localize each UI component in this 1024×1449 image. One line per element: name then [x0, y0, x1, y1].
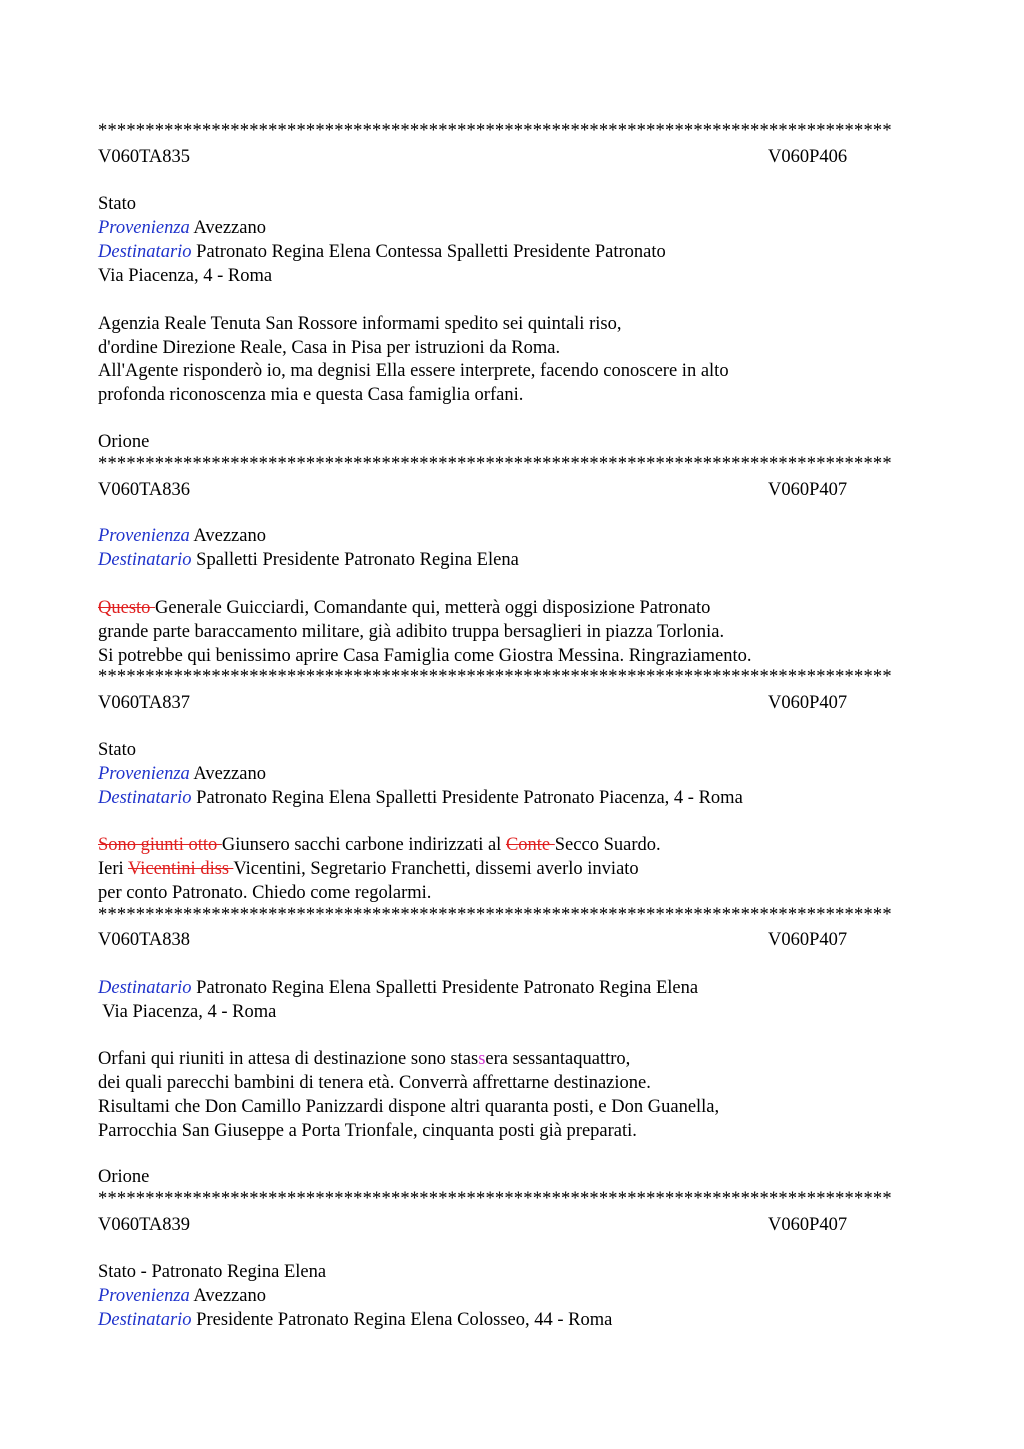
entry-id: V060TA835 [98, 147, 191, 167]
entry-page: V060P407 [768, 930, 848, 950]
entry-page: V060P407 [768, 480, 848, 500]
body-line [98, 857, 639, 881]
stato: Stato [98, 740, 137, 760]
body-line [98, 1047, 630, 1071]
destinatario-value: Presidente Patronato Regina Elena Colosseo, 44 - Roma [191, 1310, 613, 1330]
destinatario-label: Destinatario [98, 978, 192, 998]
body-line: grande parte baraccamento militare, già adibito truppa bersaglieri in piazza Torlonia. [98, 622, 725, 642]
body-line: dei quali parecchi bambini di tenera età. Converrà affrettarne destinazione. [98, 1073, 651, 1093]
separator: ************************************************************************************ [98, 454, 892, 474]
body-line: per conto Patronato. Chiedo come regolarmi. [98, 883, 432, 903]
destinatario-line [98, 1308, 612, 1332]
destinatario-line [98, 548, 519, 572]
entry-id: V060TA837 [98, 693, 191, 713]
provenienza-label: Provenienza [98, 526, 190, 546]
signature: Orione [98, 1167, 150, 1187]
destinatario-value: Patronato Regina Elena Spalletti Presidente Patronato Piacenza, 4 - Roma [191, 788, 743, 808]
destinatario-label: Destinatario [98, 550, 192, 570]
destinatario-value: Patronato Regina Elena Contessa Spalletti Presidente Patronato [191, 242, 666, 262]
destinatario-label: Destinatario [98, 788, 192, 808]
body-line: All'Agente risponderò io, ma degnisi Ella essere interprete, facendo conoscere in alto [98, 361, 729, 381]
body-line: profonda riconoscenza mia e questa Casa famiglia orfani. [98, 385, 524, 405]
destinatario-line [98, 240, 666, 264]
body-text: Giunsero sacchi carbone indirizzati al [221, 835, 506, 855]
body-text: era sessantaquattro, [485, 1049, 631, 1069]
deleted-text: Sono giunti otto [98, 835, 222, 855]
destinatario-line [98, 976, 698, 1000]
separator: ************************************************************************************ [98, 667, 892, 687]
body-line: Agenzia Reale Tenuta San Rossore informami spedito sei quintali riso, [98, 314, 622, 334]
destinatario-label: Destinatario [98, 1310, 192, 1330]
inserted-text: s [478, 1049, 486, 1069]
body-text: Secco Suardo. [554, 835, 661, 855]
provenienza-line [98, 1284, 266, 1308]
entry-page: V060P407 [768, 693, 848, 713]
entry-page: V060P406 [768, 147, 848, 167]
body-line: Parrocchia San Giuseppe a Porta Trionfale, cinquanta posti già preparati. [98, 1121, 637, 1141]
destinatario-address: Via Piacenza, 4 - Roma [98, 266, 273, 286]
provenienza-value: Avezzano [189, 764, 266, 784]
body-line: Si potrebbe qui benissimo aprire Casa Famiglia come Giostra Messina. Ringraziamento. [98, 646, 752, 666]
destinatario-address: Via Piacenza, 4 - Roma [98, 1002, 277, 1022]
separator: ************************************************************************************ [98, 1189, 892, 1209]
separator: ************************************************************************************ [98, 121, 892, 141]
stato: Stato [98, 194, 137, 214]
entry-id: V060TA838 [98, 930, 191, 950]
stato: Stato - Patronato Regina Elena [98, 1262, 327, 1282]
destinatario-line [98, 786, 743, 810]
entry-page: V060P407 [768, 1215, 848, 1235]
provenienza-label: Provenienza [98, 1286, 190, 1306]
deleted-text: Vicentini diss [127, 859, 234, 879]
body-text: Generale Guicciardi, Comandante qui, metterà oggi disposizione Patronato [155, 598, 711, 618]
entry-id: V060TA836 [98, 480, 191, 500]
provenienza-line [98, 524, 266, 548]
provenienza-line [98, 216, 266, 240]
signature: Orione [98, 432, 150, 452]
body-text: Vicentini, Segretario Franchetti, dissemi averlo inviato [233, 859, 639, 879]
provenienza-label: Provenienza [98, 764, 190, 784]
body-line: d'ordine Direzione Reale, Casa in Pisa per istruzioni da Roma. [98, 338, 561, 358]
body-line [98, 833, 661, 857]
destinatario-label: Destinatario [98, 242, 192, 262]
provenienza-line [98, 762, 266, 786]
body-text: Orfani qui riuniti in attesa di destinazione sono stas [98, 1049, 479, 1069]
body-line [98, 596, 710, 620]
separator: ************************************************************************************ [98, 905, 892, 925]
provenienza-value: Avezzano [189, 1286, 266, 1306]
deleted-text: Questo [98, 598, 156, 618]
provenienza-value: Avezzano [189, 526, 266, 546]
deleted-text: Conte [505, 835, 555, 855]
entry-id: V060TA839 [98, 1215, 191, 1235]
body-line: Risultami che Don Camillo Panizzardi dispone altri quaranta posti, e Don Guanella, [98, 1097, 720, 1117]
provenienza-value: Avezzano [189, 218, 266, 238]
provenienza-label: Provenienza [98, 218, 190, 238]
destinatario-value: Spalletti Presidente Patronato Regina Elena [191, 550, 519, 570]
destinatario-value: Patronato Regina Elena Spalletti Presidente Patronato Regina Elena [191, 978, 699, 998]
body-text: Ieri [98, 859, 128, 879]
